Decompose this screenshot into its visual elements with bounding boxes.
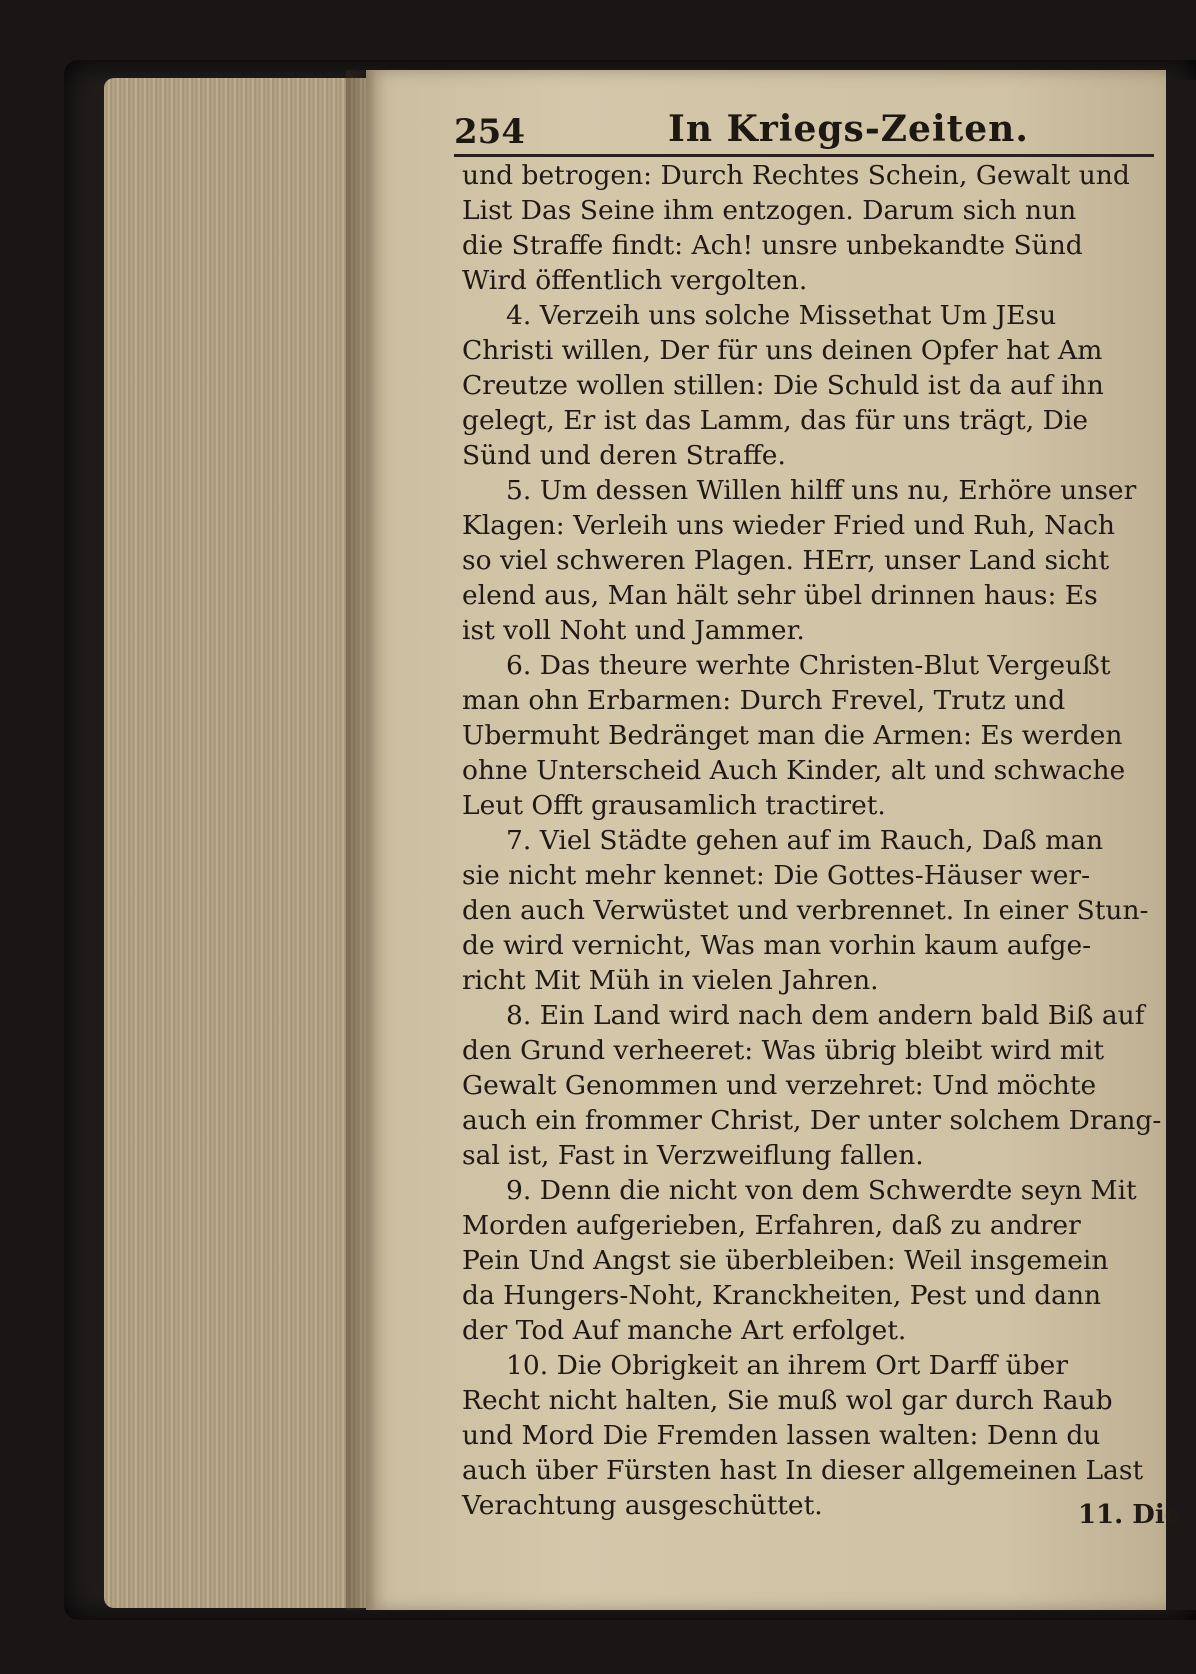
text-line: Leut Offt grausamlich tractiret. bbox=[462, 790, 886, 821]
verse-start-line: 6. Das theure werhte Christen-Blut Vergeußt bbox=[506, 650, 1111, 681]
text-line: man ohn Erbarmen: Durch Frevel, Trutz und bbox=[462, 685, 1066, 716]
text-line: List Das Seine ihm entzogen. Darum sich nun bbox=[462, 195, 1077, 226]
text-line: gelegt, Er ist das Lamm, das für uns trägt, Die bbox=[462, 405, 1089, 436]
page-number: 254 bbox=[454, 112, 525, 152]
text-line: Klagen: Verleih uns wieder Fried und Ruh, Nach bbox=[462, 510, 1116, 541]
text-line: Wird öffentlich vergolten. bbox=[462, 265, 808, 296]
text-line: und betrogen: Durch Rechtes Schein, Gewalt und bbox=[462, 160, 1130, 191]
text-line: den auch Verwüstet und verbrennet. In einer Stun- bbox=[462, 895, 1149, 926]
verse-start-line: 7. Viel Städte gehen auf im Rauch, Daß man bbox=[506, 825, 1104, 856]
running-head: In Kriegs-Zeiten. bbox=[668, 108, 1029, 150]
right-binding-edge bbox=[1166, 80, 1196, 1610]
text-line: so viel schweren Plagen. HErr, unser Land sicht bbox=[462, 545, 1110, 576]
text-line: Creutze wollen stillen: Die Schuld ist da auf ihn bbox=[462, 370, 1104, 401]
verse-start-line: 4. Verzeih uns solche Missethat Um JEsu bbox=[506, 300, 1057, 331]
text-line: Morden aufgerieben, Erfahren, daß zu andrer bbox=[462, 1210, 1081, 1241]
text-line: die Straffe findt: Ach! unsre unbekandte Sünd bbox=[462, 230, 1083, 261]
text-line: sal ist, Fast in Verzweiflung fallen. bbox=[462, 1140, 924, 1171]
text-line: Christi willen, Der für uns deinen Opfer hat Am bbox=[462, 335, 1103, 366]
text-line: der Tod Auf manche Art erfolget. bbox=[462, 1315, 907, 1346]
text-line: Ubermuht Bedränget man die Armen: Es werden bbox=[462, 720, 1123, 751]
text-line: da Hungers-Noht, Kranckheiten, Pest und dann bbox=[462, 1280, 1102, 1311]
text-line: Verachtung ausgeschüttet. bbox=[462, 1490, 823, 1521]
page-header bbox=[454, 108, 1154, 154]
text-line: ist voll Noht und Jammer. bbox=[462, 615, 805, 646]
text-line: Recht nicht halten, Sie muß wol gar durch Raub bbox=[462, 1385, 1113, 1416]
text-line: auch ein frommer Christ, Der unter solchem Drang- bbox=[462, 1105, 1162, 1136]
text-line: Pein Und Angst sie überbleiben: Weil insgemein bbox=[462, 1245, 1109, 1276]
header-rule bbox=[454, 154, 1154, 157]
verse-start-line: 5. Um dessen Willen hilff uns nu, Erhöre unser bbox=[506, 475, 1137, 506]
verse-start-line: 10. Die Obrigkeit an ihrem Ort Darff über bbox=[506, 1350, 1069, 1381]
text-line: Sünd und deren Straffe. bbox=[462, 440, 786, 471]
page-edges bbox=[104, 78, 366, 1608]
text-line: auch über Fürsten hast In dieser allgemeinen Last bbox=[462, 1455, 1144, 1486]
text-line: ohne Unterscheid Auch Kinder, alt und schwache bbox=[462, 755, 1126, 786]
verse-start-line: 9. Denn die nicht von dem Schwerdte seyn Mit bbox=[506, 1175, 1137, 1206]
text-line: und Mord Die Fremden lassen walten: Denn du bbox=[462, 1420, 1101, 1451]
text-line: Gewalt Genommen und verzehret: Und möchte bbox=[462, 1070, 1097, 1101]
text-line: elend aus, Man hält sehr übel drinnen haus: Es bbox=[462, 580, 1098, 611]
text-line: den Grund verheeret: Was übrig bleibt wird mit bbox=[462, 1035, 1105, 1066]
hymn-text bbox=[462, 158, 1162, 1523]
verse-start-line: 8. Ein Land wird nach dem andern bald Biß auf bbox=[506, 1000, 1145, 1031]
text-line: sie nicht mehr kennet: Die Gottes-Häuser wer- bbox=[462, 860, 1091, 891]
text-line: de wird vernicht, Was man vorhin kaum aufge- bbox=[462, 930, 1092, 961]
catchword: 11. Die bbox=[1078, 1500, 1182, 1530]
text-line: richt Mit Müh in vielen Jahren. bbox=[462, 965, 879, 996]
page-gutter-shadow bbox=[346, 70, 376, 1610]
